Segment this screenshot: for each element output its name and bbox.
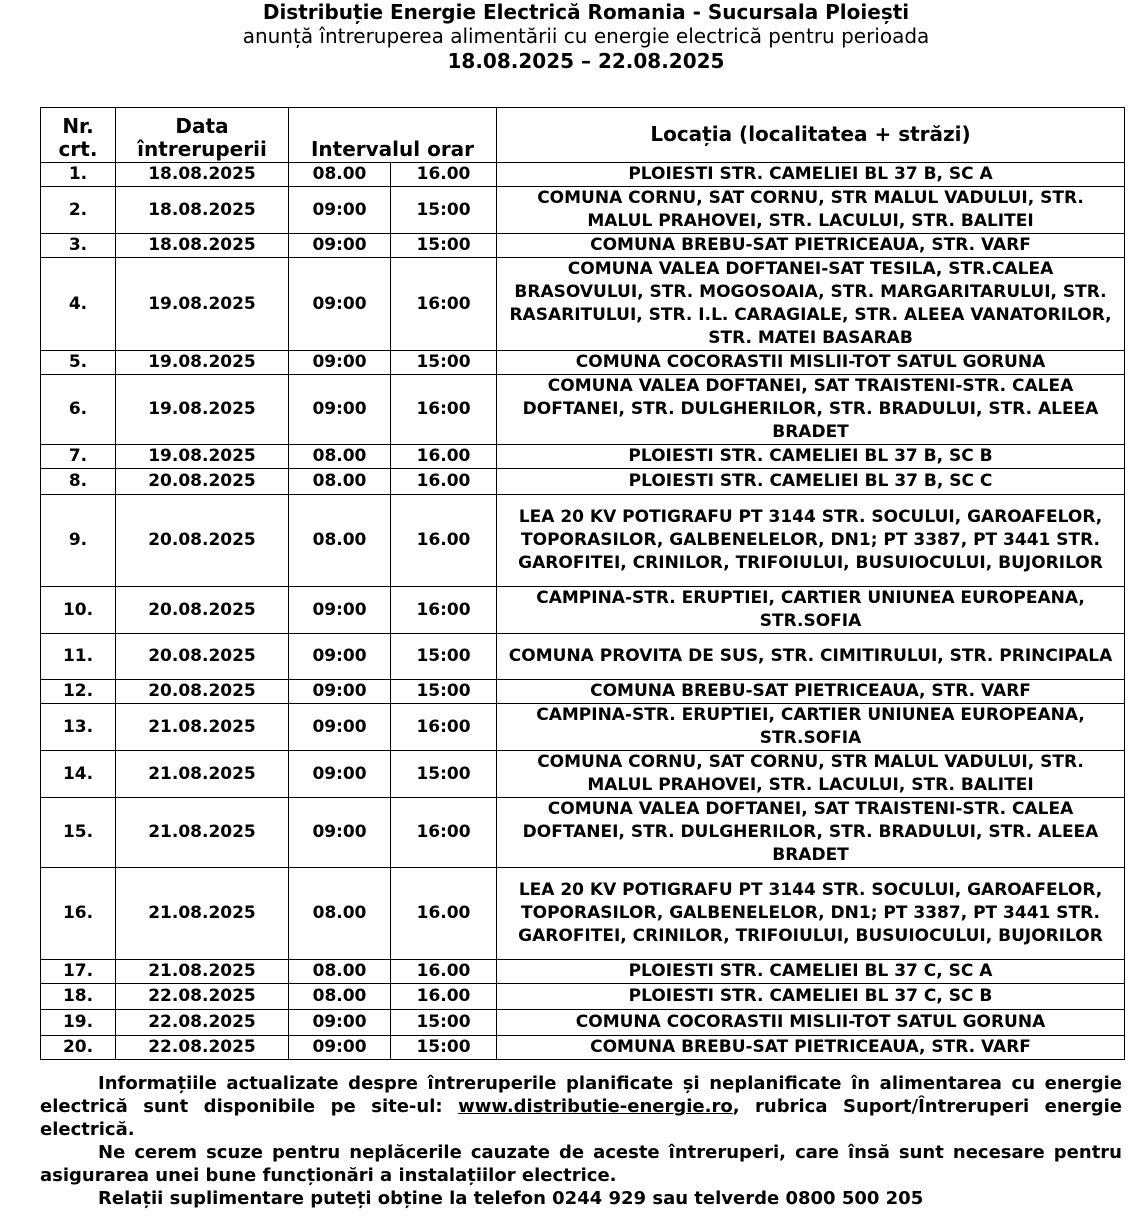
footer-apology-paragraph: Ne cerem scuze pentru neplăcerile cauzate de aceste întreruperi, care însă sunt necesare pentru asigurarea unei bune funcționări a instalațiilor electrice.	[40, 1142, 1122, 1186]
table-row	[41, 751, 1125, 798]
row-location: PLOIESTI STR. CAMELIEI BL 37 B, SC B	[497, 445, 1125, 469]
footer-info-text-end: , rubrica Suport/Întreruperi energie electrică.	[40, 1096, 1122, 1140]
row-start-time: 09:00	[289, 375, 391, 445]
col-header-date: Data întreruperii	[116, 108, 289, 163]
row-date: 20.08.2025	[116, 680, 289, 704]
footer-contact-paragraph: Relații suplimentare puteți obține la telefon 0244 929 sau telverde 0800 500 205	[98, 1188, 924, 1209]
row-location: COMUNA BREBU-SAT PIETRICEAUA, STR. VARF	[497, 234, 1125, 258]
row-start-time: 09:00	[289, 1036, 391, 1060]
row-number: 2.	[41, 187, 116, 234]
row-end-time: 15:00	[391, 634, 497, 680]
row-start-time: 09:00	[289, 234, 391, 258]
row-location: PLOIESTI STR. CAMELIEI BL 37 C, SC A	[497, 960, 1125, 984]
table-row	[41, 258, 1125, 351]
table-row	[41, 960, 1125, 984]
row-date: 19.08.2025	[116, 351, 289, 375]
row-number: 7.	[41, 445, 116, 469]
row-end-time: 15:00	[391, 234, 497, 258]
row-start-time: 08.00	[289, 163, 391, 187]
col-header-interval: Intervalul orar	[289, 108, 497, 163]
row-date: 18.08.2025	[116, 187, 289, 234]
row-start-time: 09:00	[289, 798, 391, 868]
announcement-subtitle: anunță întreruperea alimentării cu energie electrică pentru perioada	[242, 24, 930, 48]
row-location: CAMPINA-STR. ERUPTIEI, CARTIER UNIUNEA EUROPEANA, STR.SOFIA	[497, 587, 1125, 634]
col-header-nr: Nr. crt.	[41, 108, 116, 163]
announcement-title: Distribuție Energie Electrică Romania - Sucursala Ploiești	[262, 0, 910, 24]
row-start-time: 09:00	[289, 704, 391, 751]
row-start-time: 08.00	[289, 469, 391, 495]
row-location: LEA 20 KV POTIGRAFU PT 3144 STR. SOCULUI, GAROAFELOR, TOPORASILOR, GALBENELELOR, DN1; PT 3387, PT 3441 STR. GAROFITEI, CRINILOR, TRIFOIULUI, BUSUIOCULUI, BUJORILOR	[497, 495, 1125, 587]
table-row	[41, 469, 1125, 495]
row-location: COMUNA BREBU-SAT PIETRICEAUA, STR. VARF	[497, 1036, 1125, 1060]
row-date: 19.08.2025	[116, 375, 289, 445]
row-start-time: 09:00	[289, 258, 391, 351]
row-date: 20.08.2025	[116, 469, 289, 495]
table-row	[41, 634, 1125, 680]
table-row	[41, 798, 1125, 868]
row-end-time: 15:00	[391, 1010, 497, 1036]
website-link[interactable]: www.distributie-energie.ro	[458, 1096, 733, 1117]
row-number: 15.	[41, 798, 116, 868]
row-date: 18.08.2025	[116, 234, 289, 258]
row-start-time: 09:00	[289, 634, 391, 680]
table-row	[41, 680, 1125, 704]
row-start-time: 08.00	[289, 984, 391, 1010]
row-start-time: 09:00	[289, 587, 391, 634]
row-start-time: 09:00	[289, 1010, 391, 1036]
table-header-row	[41, 108, 1125, 163]
footer-notes	[40, 1072, 1122, 1210]
row-end-time: 16:00	[391, 704, 497, 751]
row-end-time: 16.00	[391, 445, 497, 469]
row-date: 21.08.2025	[116, 868, 289, 960]
row-location: COMUNA VALEA DOFTANEI-SAT TESILA, STR.CALEA BRASOVULUI, STR. MOGOSOAIA, STR. MARGARITARULUI, STR. RASARITULUI, STR. I.L. CARAGIALE, STR. ALEEA VANATORILOR, STR. MATEI BASARAB	[497, 258, 1125, 351]
row-number: 20.	[41, 1036, 116, 1060]
row-end-time: 15:00	[391, 751, 497, 798]
row-date: 19.08.2025	[116, 258, 289, 351]
row-number: 19.	[41, 1010, 116, 1036]
table-row	[41, 984, 1125, 1010]
row-number: 1.	[41, 163, 116, 187]
row-location: CAMPINA-STR. ERUPTIEI, CARTIER UNIUNEA EUROPEANA, STR.SOFIA	[497, 704, 1125, 751]
row-location: COMUNA CORNU, SAT CORNU, STR MALUL VADULUI, STR. MALUL PRAHOVEI, STR. LACULUI, STR. BALITEI	[497, 187, 1125, 234]
row-date: 22.08.2025	[116, 1010, 289, 1036]
row-location: COMUNA PROVITA DE SUS, STR. CIMITIRULUI, STR. PRINCIPALA	[497, 634, 1125, 680]
row-number: 13.	[41, 704, 116, 751]
table-row	[41, 445, 1125, 469]
row-date: 21.08.2025	[116, 960, 289, 984]
row-start-time: 08.00	[289, 445, 391, 469]
row-location: PLOIESTI STR. CAMELIEI BL 37 C, SC B	[497, 984, 1125, 1010]
footer-info-text: Informațiile actualizate despre întreruperile planificate și neplanificate în alimentarea cu energie electrică sunt disponibile pe site-ul:	[40, 1073, 1122, 1117]
row-location: COMUNA COCORASTII MISLII-TOT SATUL GORUNA	[497, 1010, 1125, 1036]
row-end-time: 16.00	[391, 868, 497, 960]
row-end-time: 16.00	[391, 984, 497, 1010]
table-row	[41, 234, 1125, 258]
table-body	[41, 163, 1125, 1060]
announcement-header	[0, 0, 1128, 74]
table-row	[41, 495, 1125, 587]
row-end-time: 15:00	[391, 1036, 497, 1060]
row-start-time: 09:00	[289, 351, 391, 375]
table-row	[41, 1010, 1125, 1036]
row-number: 18.	[41, 984, 116, 1010]
row-date: 20.08.2025	[116, 587, 289, 634]
row-end-time: 16.00	[391, 495, 497, 587]
row-number: 17.	[41, 960, 116, 984]
table-row	[41, 587, 1125, 634]
row-start-time: 09:00	[289, 751, 391, 798]
row-end-time: 16.00	[391, 960, 497, 984]
row-start-time: 08.00	[289, 868, 391, 960]
row-end-time: 16.00	[391, 163, 497, 187]
row-end-time: 15:00	[391, 351, 497, 375]
row-number: 11.	[41, 634, 116, 680]
row-number: 8.	[41, 469, 116, 495]
row-end-time: 16:00	[391, 258, 497, 351]
table-row	[41, 1036, 1125, 1060]
outage-table	[40, 107, 1125, 1060]
row-location: PLOIESTI STR. CAMELIEI BL 37 B, SC A	[497, 163, 1125, 187]
table-row	[41, 868, 1125, 960]
row-date: 22.08.2025	[116, 984, 289, 1010]
table-row	[41, 163, 1125, 187]
announcement-period: 18.08.2025 – 22.08.2025	[447, 49, 725, 73]
row-start-time: 08.00	[289, 495, 391, 587]
table-row	[41, 351, 1125, 375]
row-number: 16.	[41, 868, 116, 960]
row-start-time: 08.00	[289, 960, 391, 984]
row-location: COMUNA CORNU, SAT CORNU, STR MALUL VADULUI, STR. MALUL PRAHOVEI, STR. LACULUI, STR. BALITEI	[497, 751, 1125, 798]
row-number: 10.	[41, 587, 116, 634]
row-number: 5.	[41, 351, 116, 375]
row-start-time: 09:00	[289, 187, 391, 234]
row-end-time: 16:00	[391, 798, 497, 868]
row-date: 21.08.2025	[116, 751, 289, 798]
row-number: 14.	[41, 751, 116, 798]
row-number: 4.	[41, 258, 116, 351]
row-location: COMUNA VALEA DOFTANEI, SAT TRAISTENI-STR. CALEA DOFTANEI, STR. DULGHERILOR, STR. BRADULUI, STR. ALEEA BRADET	[497, 798, 1125, 868]
col-header-location: Locația (localitatea + străzi)	[497, 108, 1125, 163]
row-start-time: 09:00	[289, 680, 391, 704]
row-location: COMUNA BREBU-SAT PIETRICEAUA, STR. VARF	[497, 680, 1125, 704]
footer-info-paragraph	[40, 1072, 1122, 1141]
row-date: 20.08.2025	[116, 495, 289, 587]
row-date: 18.08.2025	[116, 163, 289, 187]
row-location: PLOIESTI STR. CAMELIEI BL 37 B, SC C	[497, 469, 1125, 495]
table-row	[41, 704, 1125, 751]
row-date: 21.08.2025	[116, 798, 289, 868]
row-location: COMUNA VALEA DOFTANEI, SAT TRAISTENI-STR. CALEA DOFTANEI, STR. DULGHERILOR, STR. BRADULUI, STR. ALEEA BRADET	[497, 375, 1125, 445]
table-row	[41, 375, 1125, 445]
row-end-time: 16.00	[391, 469, 497, 495]
row-location: LEA 20 KV POTIGRAFU PT 3144 STR. SOCULUI, GAROAFELOR, TOPORASILOR, GALBENELELOR, DN1; PT 3387, PT 3441 STR. GAROFITEI, CRINILOR, TRIFOIULUI, BUSUIOCULUI, BUJORILOR	[497, 868, 1125, 960]
row-number: 12.	[41, 680, 116, 704]
row-date: 22.08.2025	[116, 1036, 289, 1060]
table-row	[41, 187, 1125, 234]
row-number: 9.	[41, 495, 116, 587]
row-end-time: 16:00	[391, 375, 497, 445]
row-location: COMUNA COCORASTII MISLII-TOT SATUL GORUNA	[497, 351, 1125, 375]
row-date: 19.08.2025	[116, 445, 289, 469]
row-end-time: 15:00	[391, 680, 497, 704]
row-date: 21.08.2025	[116, 704, 289, 751]
row-number: 3.	[41, 234, 116, 258]
row-number: 6.	[41, 375, 116, 445]
row-end-time: 15:00	[391, 187, 497, 234]
row-date: 20.08.2025	[116, 634, 289, 680]
row-end-time: 16:00	[391, 587, 497, 634]
